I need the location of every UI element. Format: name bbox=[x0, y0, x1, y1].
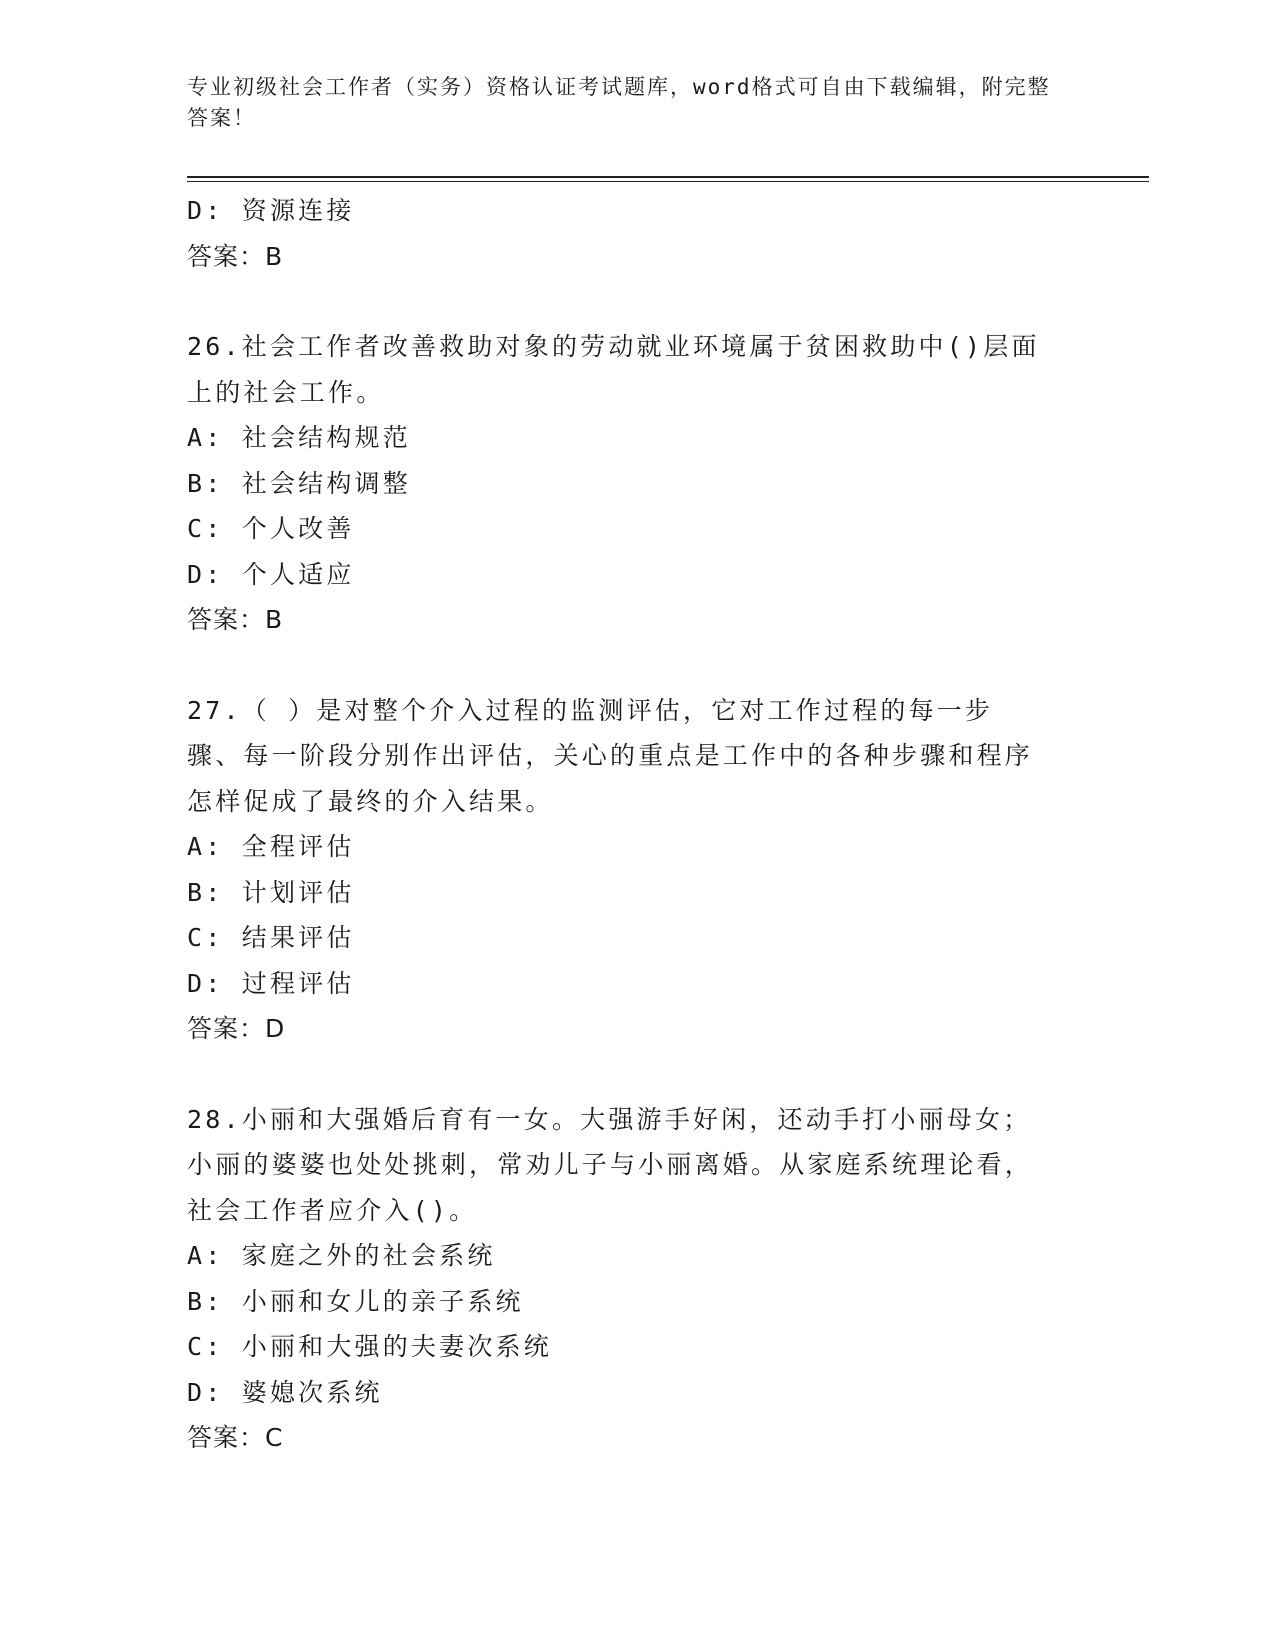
option-d: D: 婆媳次系统 bbox=[187, 1377, 383, 1407]
option-d: D: 过程评估 bbox=[187, 968, 355, 998]
option-b: B: 社会结构调整 bbox=[187, 468, 411, 498]
question-text: 27.（ ）是对整个介入过程的监测评估，它对工作过程的每一步骤、每一阶段分别作出评估，关心的重点是工作中的各种步骤和程序怎样促成了最终的介入结果。 bbox=[187, 695, 1034, 816]
option-b: B: 计划评估 bbox=[187, 877, 355, 907]
answer-line: 答案：C bbox=[187, 1423, 284, 1452]
answer-line: 答案：B bbox=[187, 605, 284, 634]
option-d: D: 个人适应 bbox=[187, 559, 355, 589]
option-a: A: 全程评估 bbox=[187, 832, 355, 861]
option-c: C: 小丽和大强的夫妻次系统 bbox=[187, 1332, 552, 1361]
document-header: 专业初级社会工作者（实务）资格认证考试题库，word格式可自由下载编辑，附完整答案！ bbox=[187, 75, 1051, 130]
question-27 bbox=[187, 688, 1087, 1052]
question-26 bbox=[187, 324, 1087, 643]
option-b: B: 小丽和女儿的亲子系统 bbox=[187, 1286, 524, 1316]
question-text: 28.小丽和大强婚后育有一女。大强游手好闲，还动手打小丽母女；小丽的婆婆也处处挑刺，常劝儿子与小丽离婚。从家庭系统理论看，社会工作者应介入()。 bbox=[187, 1104, 1034, 1225]
answer-line: 答案：D bbox=[187, 1014, 286, 1043]
answer-line: 答案：B bbox=[187, 241, 284, 271]
option-d: D: 资源连接 bbox=[187, 196, 355, 225]
question-28 bbox=[187, 1097, 1087, 1461]
option-c: C: 结果评估 bbox=[187, 923, 355, 952]
option-c: C: 个人改善 bbox=[187, 514, 355, 543]
header-divider-thin bbox=[187, 181, 1149, 182]
question-list bbox=[187, 188, 1087, 1461]
header-divider bbox=[187, 176, 1149, 178]
question-text: 26.社会工作者改善救助对象的劳动就业环境属于贫困救助中()层面上的社会工作。 bbox=[187, 332, 1040, 407]
option-a: A: 家庭之外的社会系统 bbox=[187, 1241, 496, 1270]
option-a: A: 社会结构规范 bbox=[187, 423, 411, 452]
